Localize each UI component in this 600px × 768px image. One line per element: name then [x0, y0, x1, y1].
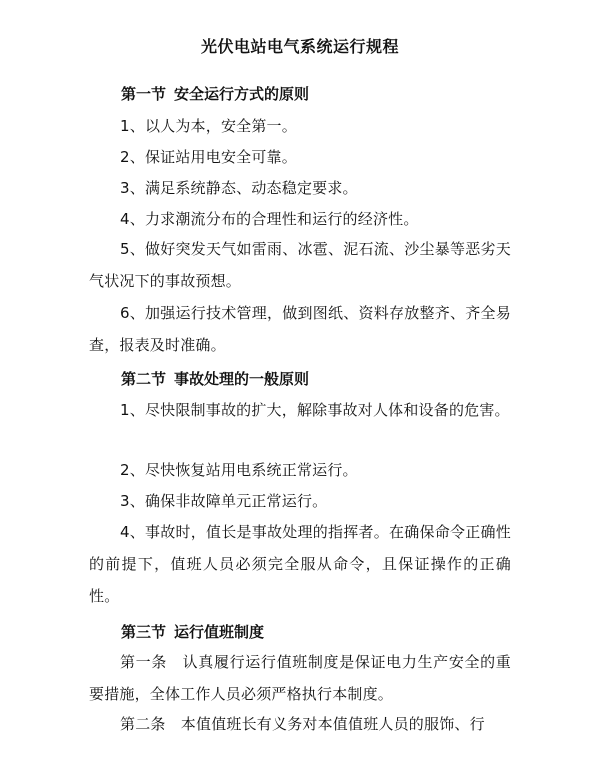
- section-number: 第三节: [121, 623, 167, 641]
- section-title: 安全运行方式的原则: [174, 85, 310, 103]
- section-heading-1: [121, 83, 309, 104]
- section-number: 第一节: [121, 85, 167, 103]
- list-item: 1、尽快限制事故的扩大，解除事故对人体和设备的危害。: [120, 401, 510, 419]
- list-item: 第一条 认真履行运行值班制度是保证电力生产安全的重要措施，全体工作人员必须严格执行本制度。: [89, 653, 511, 703]
- list-item: 2、保证站用电安全可靠。: [120, 148, 297, 166]
- section-heading-3: [121, 621, 264, 642]
- list-item: 1、以人为本，安全第一。: [120, 117, 297, 135]
- section-number: 第二节: [121, 370, 167, 388]
- list-item: 3、确保非故障单元正常运行。: [120, 492, 328, 510]
- list-item: 3、满足系统静态、动态稳定要求。: [120, 179, 358, 197]
- list-item: 2、尽快恢复站用电系统正常运行。: [120, 461, 358, 479]
- list-item: 4、事故时，值长是事故处理的指挥者。在确保命令正确性的前提下，值班人员必须完全服从命令，且保证操作的正确性。: [89, 523, 511, 605]
- list-item: 第二条 本值值班长有义务对本值值班人员的服饰、行: [120, 715, 485, 733]
- document-title: 光伏电站电气系统运行规程: [200, 37, 399, 56]
- list-item: 5、做好突发天气如雷雨、冰雹、泥石流、沙尘暴等恶劣天气状况下的事故预想。: [89, 240, 511, 290]
- section-title: 事故处理的一般原则: [174, 370, 310, 388]
- list-item: 4、力求潮流分布的合理性和运行的经济性。: [120, 210, 419, 228]
- section-heading-2: [121, 368, 309, 389]
- list-item: 6、加强运行技术管理，做到图纸、资料存放整齐、齐全易查，报表及时准确。: [89, 304, 511, 354]
- section-title: 运行值班制度: [174, 623, 265, 641]
